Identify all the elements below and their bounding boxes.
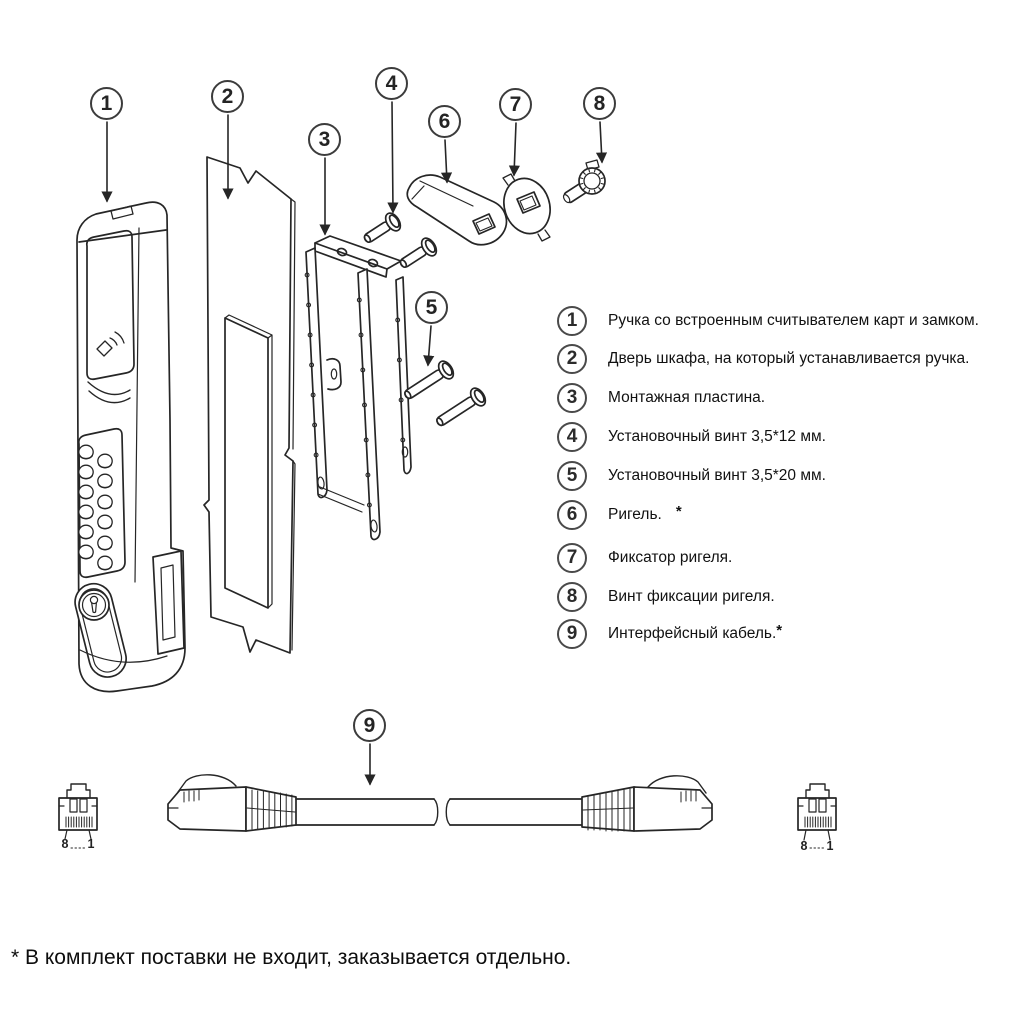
legend-item-7: [557, 543, 732, 573]
legend-item-9: [557, 619, 782, 649]
callout-6-number: 6: [438, 109, 451, 133]
handle-drawing: [71, 202, 185, 691]
legend-number-badge: 6: [557, 500, 587, 530]
mounting-plate-drawing: [305, 236, 411, 539]
callout-9: [353, 709, 386, 742]
door-panel-drawing: [204, 157, 295, 653]
callout-3-number: 3: [318, 127, 331, 151]
legend-item-8: [557, 582, 775, 612]
legend-label: Винт фиксации ригеля.: [608, 588, 775, 605]
callout-2: [211, 80, 244, 113]
legend-number-badge: 8: [557, 582, 587, 612]
fixation-screw-drawing: [562, 160, 605, 205]
latch-lever-drawing: [407, 175, 506, 245]
legend-number-badge: 9: [557, 619, 587, 649]
legend-label: Ригель.: [608, 506, 662, 523]
footnote: * В комплект поставки не входит, заказывается отдельно.: [11, 946, 572, 969]
legend-label: Фиксатор ригеля.: [608, 549, 733, 566]
legend-number-badge: 7: [557, 543, 587, 573]
callout-5: [415, 291, 448, 324]
legend-label: Ручка со встроенным считывателем карт и замком.: [608, 312, 979, 329]
rj45-plug-left: [168, 775, 296, 831]
legend-item-1: [557, 306, 979, 336]
parts-legend: [557, 304, 1017, 664]
legend-number-badge: 1: [557, 306, 587, 336]
pin-label-right-8: 8: [800, 839, 808, 853]
callout-4: [375, 67, 408, 100]
legend-asterisk: *: [675, 502, 682, 520]
pin-label-right-1: 1: [826, 839, 834, 853]
callout-6: [428, 105, 461, 138]
legend-item-4: [557, 422, 826, 452]
callout-3: [308, 123, 341, 156]
callout-1-number: 1: [100, 91, 113, 115]
cable-drawing: [59, 775, 836, 848]
legend-number-badge: 5: [557, 461, 587, 491]
callout-4-number: 4: [385, 71, 398, 95]
legend-item-6: [557, 500, 682, 530]
callout-2-number: 2: [221, 84, 234, 108]
legend-label: Установочный винт 3,5*20 мм.: [608, 467, 826, 484]
callout-9-number: 9: [363, 713, 376, 737]
legend-number-badge: 2: [557, 344, 587, 374]
legend-label: Дверь шкафа, на который устанавливается ручка.: [608, 350, 970, 367]
callout-5-number: 5: [425, 295, 438, 319]
latch-fixator-drawing: [497, 172, 557, 241]
callout-8-number: 8: [593, 91, 606, 115]
legend-number-badge: 4: [557, 422, 587, 452]
legend-item-5: [557, 461, 826, 491]
rj45-plug-right: [582, 776, 712, 831]
pin-label-left-8: 8: [61, 837, 69, 851]
legend-number-badge: 3: [557, 383, 587, 413]
legend-label: Монтажная пластина.: [608, 389, 766, 406]
pin-label-left-1: 1: [87, 837, 95, 851]
callout-7: [499, 88, 532, 121]
legend-item-2: [557, 344, 969, 374]
legend-item-3: [557, 383, 765, 413]
callout-7-number: 7: [509, 92, 522, 116]
legend-asterisk: *: [776, 621, 783, 639]
callout-1: [90, 87, 123, 120]
legend-label: Установочный винт 3,5*12 мм.: [608, 428, 826, 445]
callout-8: [583, 87, 616, 120]
legend-label: Интерфейсный кабель.: [608, 625, 777, 642]
